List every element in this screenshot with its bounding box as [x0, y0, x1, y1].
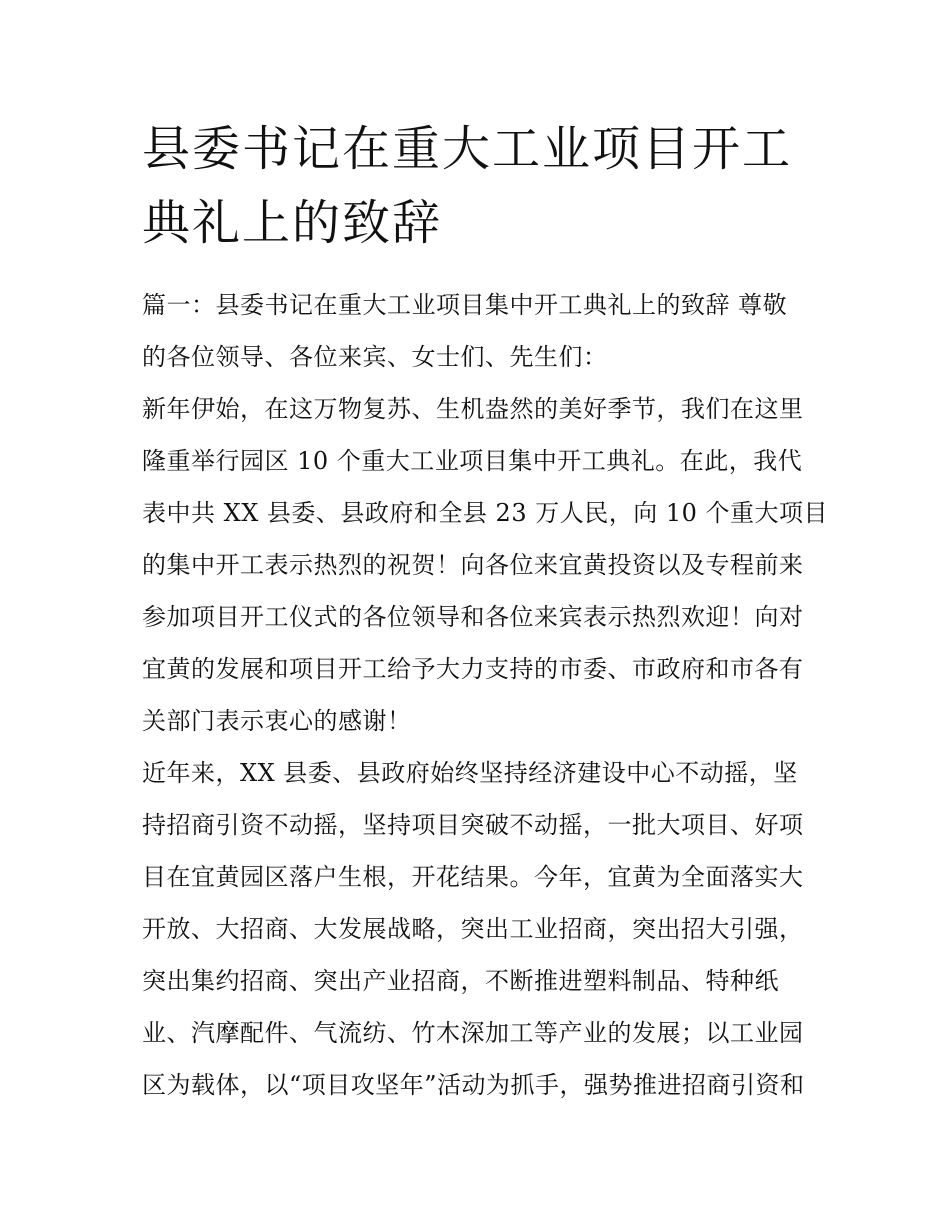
body-line: 表中共 XX 县委、县政府和全县 23 万人民，向 10 个重大项目 [142, 499, 829, 527]
title-line: 典礼上的致辞 [142, 195, 443, 251]
document-title [142, 112, 822, 260]
body-line: 的集中开工表示热烈的祝贺！向各位来宜黄投资以及专程前来 [142, 551, 804, 579]
body-line: 开放、大招商、大发展战略，突出工业招商，突出招大引强， [142, 915, 804, 943]
body-line: 参加项目开工仪式的各位领导和各位来宾表示热烈欢迎！向对 [142, 603, 804, 631]
body-line: 关部门表示衷心的感谢！ [142, 707, 412, 735]
body-line: 近年来，XX 县委、县政府始终坚持经济建设中心不动摇，坚 [142, 759, 798, 787]
body-line: 区为载体，以“项目攻坚年”活动为抓手，强势推进招商引资和 [142, 1071, 805, 1099]
body-line: 新年伊始，在这万物复苏、生机盎然的美好季节，我们在这里 [142, 395, 804, 423]
title-line: 县委书记在重大工业项目开工 [142, 121, 793, 177]
body-line: 宜黄的发展和项目开工给予大力支持的市委、市政府和市各有 [142, 655, 804, 683]
document-body [142, 279, 829, 1111]
body-line: 业、汽摩配件、气流纺、竹木深加工等产业的发展；以工业园 [142, 1019, 804, 1047]
body-line: 篇一：县委书记在重大工业项目集中开工典礼上的致辞 尊敬 [142, 291, 788, 319]
body-line: 的各位领导、各位来宾、女士们、先生们： [142, 343, 608, 371]
body-line: 隆重举行园区 10 个重大工业项目集中开工典礼。在此，我代 [142, 447, 803, 475]
body-line: 突出集约招商、突出产业招商，不断推进塑料制品、特种纸 [142, 967, 779, 995]
body-line: 目在宜黄园区落户生根，开花结果。今年，宜黄为全面落实大 [142, 863, 804, 891]
body-line: 持招商引资不动摇，坚持项目突破不动摇，一批大项目、好项 [142, 811, 804, 839]
